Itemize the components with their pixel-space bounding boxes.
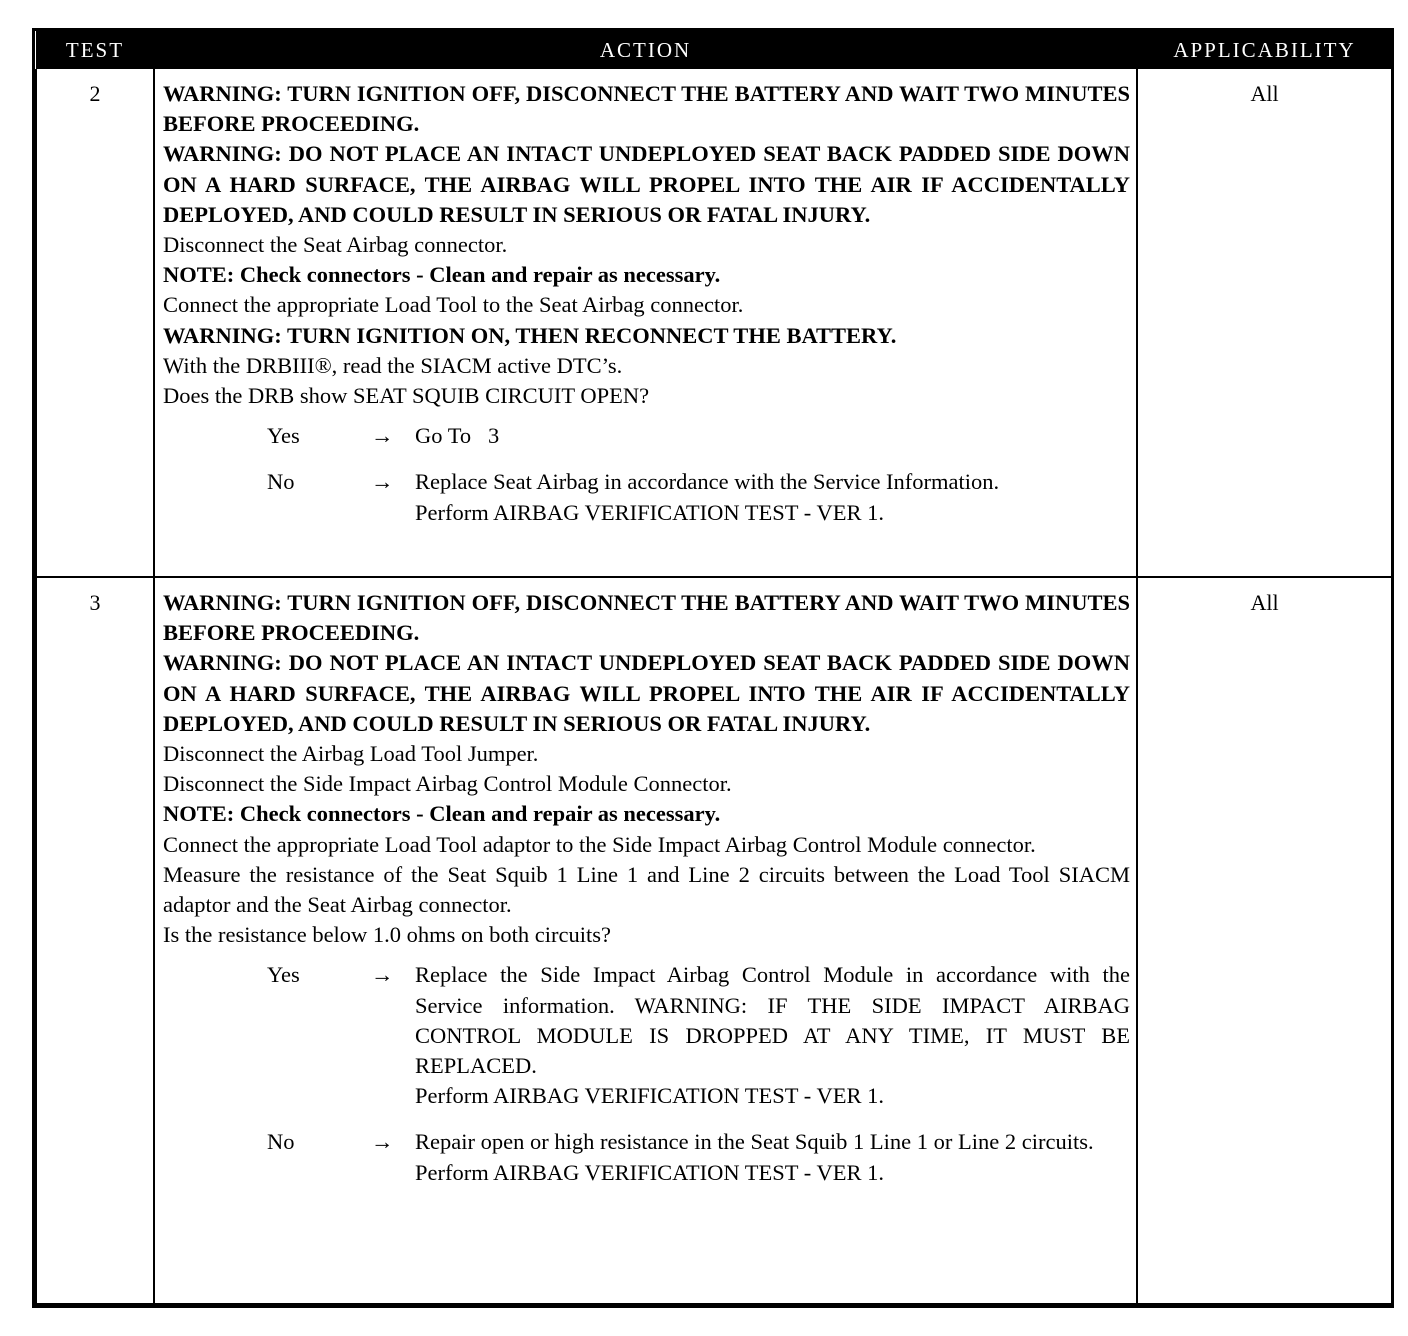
warning-text: WARNING: DO NOT PLACE AN INTACT UNDEPLOYED SEAT BACK PADDED SIDE DOWN ON A HARD SURFACE, THE AIRBAG WILL PROPEL INTO THE AIR IF ACCIDENTALLY DEPLOYED, AND COULD RESULT IN SERIOUS OR FATAL INJURY. — [163, 141, 1130, 227]
header-test: TEST — [36, 31, 154, 69]
outcome-no — [163, 1127, 1130, 1187]
test-number: 3 — [36, 577, 154, 1304]
answer-label: Yes — [267, 962, 300, 988]
result-line: Perform AIRBAG VERIFICATION TEST - VER 1. — [415, 1159, 884, 1185]
instruction-text: Disconnect the Seat Airbag connector. — [163, 232, 508, 258]
header-applicability: APPLICABILITY — [1137, 31, 1392, 69]
header-row — [36, 31, 1392, 69]
outcomes — [163, 960, 1130, 1187]
warning-text: WARNING: TURN IGNITION ON, THEN RECONNECT THE BATTERY. — [163, 322, 897, 348]
action-cell — [154, 577, 1137, 1304]
question-text: Does the DRB show SEAT SQUIB CIRCUIT OPEN? — [163, 383, 650, 409]
warning-text: WARNING: DO NOT PLACE AN INTACT UNDEPLOYED SEAT BACK PADDED SIDE DOWN ON A HARD SURFACE, THE AIRBAG WILL PROPEL INTO THE AIR IF ACCIDENTALLY DEPLOYED, AND COULD RESULT IN SERIOUS OR FATAL INJURY. — [163, 650, 1130, 736]
answer-label: No — [267, 1129, 295, 1155]
result-line: Perform AIRBAG VERIFICATION TEST - VER 1. — [415, 1083, 884, 1109]
table-row — [36, 577, 1392, 1304]
note-text: NOTE: Check connectors - Clean and repair as necessary. — [163, 801, 721, 827]
result-line: Go To 3 — [415, 423, 500, 449]
answer-label: No — [267, 469, 295, 495]
header-action: ACTION — [154, 31, 1137, 69]
test-number: 2 — [36, 69, 154, 577]
warning-text: WARNING: TURN IGNITION OFF, DISCONNECT THE BATTERY AND WAIT TWO MINUTES BEFORE PROCEEDING. — [163, 590, 1130, 646]
question-text: Is the resistance below 1.0 ohms on both circuits? — [163, 922, 612, 948]
test-table — [35, 31, 1393, 1305]
outcomes — [163, 421, 1130, 528]
arrow-icon: → — [371, 423, 394, 449]
result-line: Replace Seat Airbag in accordance with the Service Information. — [415, 469, 1000, 495]
applicability: All — [1137, 69, 1392, 577]
note-text: NOTE: Check connectors - Clean and repair as necessary. — [163, 262, 721, 288]
action-cell — [154, 69, 1137, 577]
diagnostic-test-table — [32, 28, 1394, 1308]
result-line: Repair open or high resistance in the Seat Squib 1 Line 1 or Line 2 circuits. — [415, 1129, 1094, 1155]
outcome-yes — [163, 421, 1130, 451]
instruction-text: Connect the appropriate Load Tool adaptor to the Side Impact Airbag Control Module connector. — [163, 831, 1036, 857]
result-line: Perform AIRBAG VERIFICATION TEST - VER 1. — [415, 499, 884, 525]
result-line: Replace the Side Impact Airbag Control Module in accordance with the Service information. WARNING: IF THE SIDE IMPACT AIRBAG CONTROL MODULE IS DROPPED AT ANY TIME, IT MUST BE REPLACED. — [415, 962, 1130, 1079]
outcome-result — [415, 960, 1130, 1111]
applicability: All — [1137, 577, 1392, 1304]
outcome-result — [415, 467, 1130, 527]
outcome-yes — [163, 960, 1130, 1111]
warning-text: WARNING: TURN IGNITION OFF, DISCONNECT THE BATTERY AND WAIT TWO MINUTES BEFORE PROCEEDING. — [163, 81, 1130, 137]
instruction-text: Disconnect the Airbag Load Tool Jumper. — [163, 741, 539, 767]
answer-label: Yes — [267, 423, 300, 449]
table-row — [36, 69, 1392, 577]
instruction-text: Disconnect the Side Impact Airbag Control Module Connector. — [163, 771, 732, 797]
instruction-text: Connect the appropriate Load Tool to the Seat Airbag connector. — [163, 292, 744, 318]
outcome-result — [415, 1127, 1130, 1187]
arrow-icon: → — [371, 962, 394, 988]
outcome-no — [163, 467, 1130, 527]
outcome-result — [415, 421, 1130, 451]
instruction-text: With the DRBIII®, read the SIACM active DTC’s. — [163, 352, 623, 378]
arrow-icon: → — [371, 1129, 394, 1155]
arrow-icon: → — [371, 469, 394, 495]
instruction-text: Measure the resistance of the Seat Squib 1 Line 1 and Line 2 circuits between the Load Tool SIACM adaptor and the Seat Airbag connector. — [163, 861, 1130, 918]
